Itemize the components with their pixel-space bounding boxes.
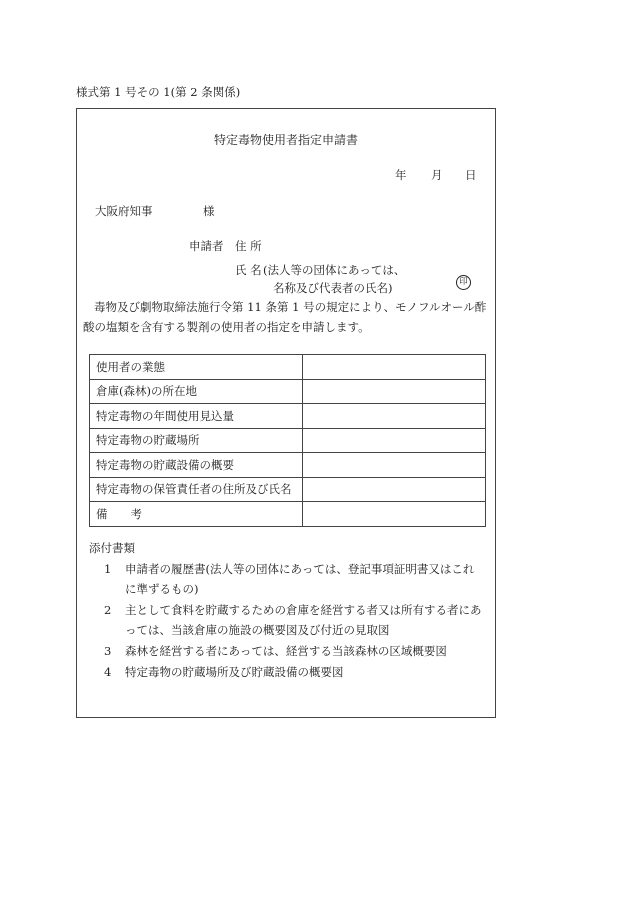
table-row: [90, 379, 486, 404]
item-text: 主として食料を貯蔵するための倉庫を経営する者又は所有する者にあっては、当該倉庫の施設の概要図及び付近の見取図: [125, 603, 482, 637]
address-label: 住 所: [235, 239, 262, 253]
row-value-field[interactable]: [303, 355, 486, 380]
name-note-line2: 名称及び代表者の氏名): [273, 281, 393, 295]
table-row: [90, 404, 486, 429]
application-statement: 毒物及び劇物取締法施行令第 11 条第 1 号の規定により、モノフルオール酢酸の塩類を含有する製剤の使用者の指定を申請します。: [83, 300, 487, 334]
list-item: [89, 641, 484, 661]
item-number: 3: [104, 644, 112, 658]
applicant-label: 申請者: [189, 239, 224, 253]
list-item: [89, 662, 484, 682]
addressee-honorific: 様: [203, 204, 215, 218]
addressee-name: 大阪府知事: [95, 204, 153, 218]
date-year-label: 年: [395, 168, 407, 182]
row-value-field[interactable]: [303, 428, 486, 453]
row-label: 備 考: [90, 502, 303, 527]
list-item: [89, 600, 484, 640]
seal-mark: 印: [456, 275, 471, 290]
name-note-line1: (法人等の団体にあっては、: [263, 263, 406, 277]
form-title: 特定毒物使用者指定申請書: [213, 133, 358, 147]
row-value-field[interactable]: [303, 379, 486, 404]
item-number: 4: [104, 665, 112, 679]
form-number: 様式第 1 号その 1(第 2 条関係): [76, 85, 241, 99]
row-label: 倉庫(森林)の所在地: [90, 379, 303, 404]
table-row: [90, 453, 486, 478]
list-item: [89, 559, 484, 599]
application-form: [76, 108, 496, 718]
date-day-label: 日: [465, 168, 477, 182]
date-month-label: 月: [431, 168, 443, 182]
item-text: 特定毒物の貯蔵場所及び貯蔵設備の概要図: [125, 665, 344, 679]
details-table: [89, 354, 486, 527]
item-number: 1: [104, 562, 112, 576]
row-label: 特定毒物の貯蔵設備の概要: [90, 453, 303, 478]
row-value-field[interactable]: [303, 453, 486, 478]
item-number: 2: [104, 603, 112, 617]
row-label: 特定毒物の保管責任者の住所及び氏名: [90, 477, 303, 502]
row-value-field[interactable]: [303, 404, 486, 429]
table-row: [90, 477, 486, 502]
row-value-field[interactable]: [303, 477, 486, 502]
table-row: [90, 355, 486, 380]
table-row: [90, 502, 486, 527]
name-label: 氏 名: [235, 263, 262, 277]
row-label: 使用者の業態: [90, 355, 303, 380]
row-value-field[interactable]: [303, 502, 486, 527]
attachments-heading: 添付書類: [89, 541, 135, 555]
item-text: 申請者の履歴書(法人等の団体にあっては、登記事項証明書又はこれに準ずるもの): [125, 562, 475, 596]
row-label: 特定毒物の貯蔵場所: [90, 428, 303, 453]
item-text: 森林を経営する者にあっては、経営する当該森林の区域概要図: [125, 644, 447, 658]
attachments-list: [89, 559, 484, 683]
row-label: 特定毒物の年間使用見込量: [90, 404, 303, 429]
table-row: [90, 428, 486, 453]
